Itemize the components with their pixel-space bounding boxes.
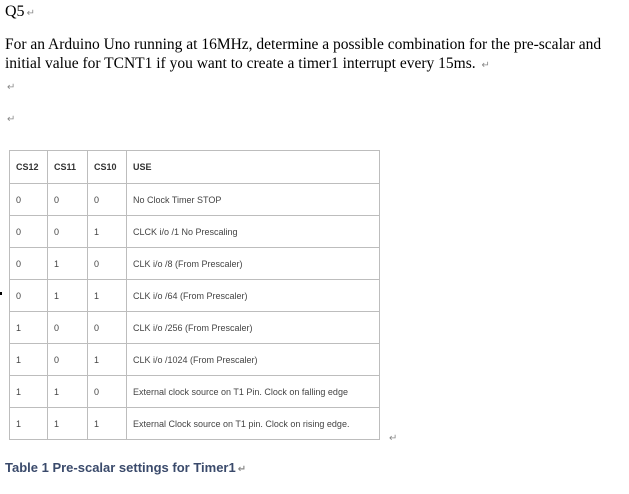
cell-cs11: 1 — [48, 280, 88, 312]
cell-cs10: 1 — [88, 216, 127, 248]
cell-use: No Clock Timer STOP — [127, 184, 380, 216]
cell-use: External clock source on T1 Pin. Clock on falling edge — [127, 376, 380, 408]
table-caption: Table 1 Pre-scalar settings for Timer1 ↵ — [5, 460, 247, 475]
cell-cs10: 0 — [88, 248, 127, 280]
table-row — [10, 408, 380, 440]
cell-cs12: 0 — [10, 248, 48, 280]
cell-cs10: 0 — [88, 376, 127, 408]
cell-cs12: 0 — [10, 280, 48, 312]
cell-use: CLK i/o /64 (From Prescaler) — [127, 280, 380, 312]
cell-cs10: 0 — [88, 184, 127, 216]
table-row — [10, 184, 380, 216]
cell-use: External Clock source on T1 pin. Clock on rising edge. — [127, 408, 380, 440]
cell-cs11: 0 — [48, 312, 88, 344]
cell-cs10: 1 — [88, 280, 127, 312]
question-label: Q5 ↵ — [5, 3, 35, 20]
table-row — [10, 344, 380, 376]
cell-use: CLK i/o /8 (From Prescaler) — [127, 248, 380, 280]
cell-cs12: 0 — [10, 184, 48, 216]
table-row — [10, 248, 380, 280]
cell-cs11: 1 — [48, 408, 88, 440]
cell-cs12: 1 — [10, 408, 48, 440]
table-row — [10, 376, 380, 408]
paragraph-mark-icon: ↵ — [26, 8, 35, 19]
cell-cs11: 1 — [48, 248, 88, 280]
paragraph-mark-icon: ↵ — [237, 464, 247, 475]
cell-cs11: 0 — [48, 184, 88, 216]
cell-cs12: 1 — [10, 312, 48, 344]
margin-marker — [0, 292, 2, 295]
prescaler-table — [9, 150, 380, 440]
cell-cs10: 0 — [88, 312, 127, 344]
cell-cs11: 1 — [48, 376, 88, 408]
header-cs12: CS12 — [10, 151, 48, 184]
cell-use: CLCK i/o /1 No Prescaling — [127, 216, 380, 248]
cell-cs11: 0 — [48, 344, 88, 376]
paragraph-mark-icon: ↵ — [481, 60, 490, 71]
question-text: For an Arduino Uno running at 16MHz, determine a possible combination for the pre-scalar and initial value for TCNT1 if you want to create a timer1 interrupt every 15ms. ↵ — [5, 36, 602, 72]
table-row — [10, 280, 380, 312]
cell-use: CLK i/o /1024 (From Prescaler) — [127, 344, 380, 376]
empty-paragraph-mark-icon: ↵ — [7, 82, 16, 93]
empty-paragraph-mark-icon: ↵ — [7, 114, 16, 125]
cell-cs12: 1 — [10, 344, 48, 376]
cell-cs12: 1 — [10, 376, 48, 408]
cell-cs10: 1 — [88, 344, 127, 376]
header-use: USE — [127, 151, 380, 184]
cell-cs11: 0 — [48, 216, 88, 248]
table-row — [10, 312, 380, 344]
table-header-row — [10, 151, 380, 184]
cell-use: CLK i/o /256 (From Prescaler) — [127, 312, 380, 344]
header-cs11: CS11 — [48, 151, 88, 184]
table-row — [10, 216, 380, 248]
paragraph-mark-icon: ↵ — [389, 433, 398, 444]
cell-cs12: 0 — [10, 216, 48, 248]
cell-cs10: 1 — [88, 408, 127, 440]
header-cs10: CS10 — [88, 151, 127, 184]
